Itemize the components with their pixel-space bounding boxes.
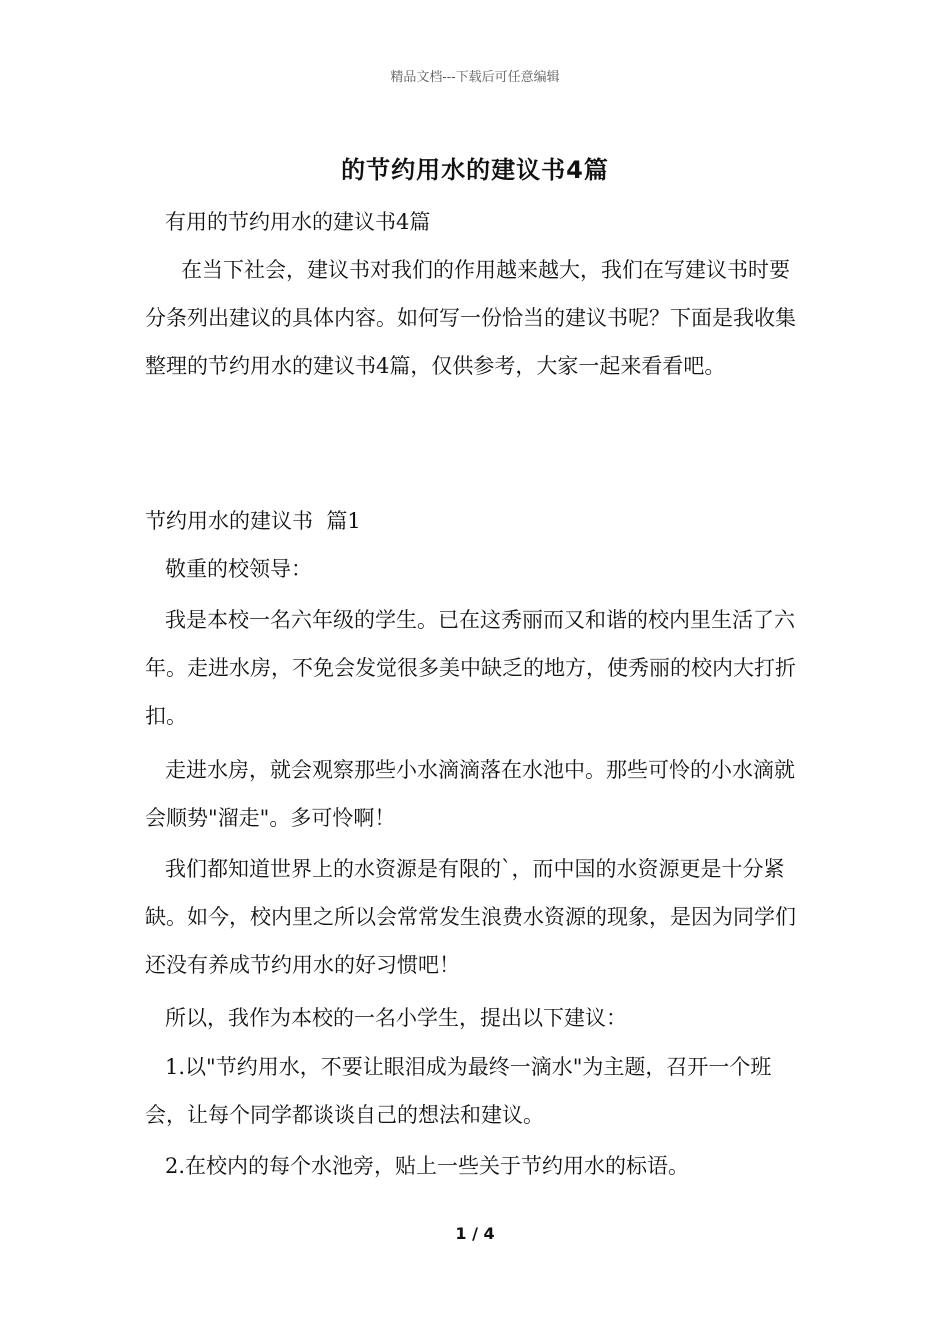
body-paragraph-4: 所以，我作为本校的一名小学生，提出以下建议： xyxy=(165,1006,627,1030)
body-paragraph-3: 我们都知道世界上的水资源是有限的`，而中国的水资源更是十分紧缺。如今，校内里之所以会常常发生浪费水资源的现象，是因为同学们还没有养成节约用水的好习惯吧！ xyxy=(145,857,796,977)
page-number: 1 / 4 xyxy=(455,1224,495,1243)
body-paragraph-2: 走进水房，就会观察那些小水滴滴落在水池中。那些可怜的小水滴就会顺势"溜走"。多可怜啊！ xyxy=(145,758,795,830)
intro-paragraph: 在当下社会，建议书对我们的作用越来越大，我们在写建议书时要分条列出建议的具体内容。如何写一份恰当的建议书呢？下面是我收集整理的节约用水的建议书4篇，仅供参考，大家一起来看看吧。 xyxy=(145,258,796,378)
letter-greeting: 敬重的校领导： xyxy=(165,557,312,581)
suggestion-item-1: 1.以"节约用水，不要让眼泪成为最终一滴水"为主题，召开一个班会，让每个同学都谈谈自己的想法和建议。 xyxy=(145,1055,772,1127)
document-title: 的节约用水的建议书4篇 xyxy=(341,156,609,184)
section-heading: 节约用水的建议书 篇1 xyxy=(145,509,361,533)
body-paragraph-1: 我是本校一名六年级的学生。已在这秀丽而又和谐的校内里生活了六年。走进水房，不免会发觉很多美中缺乏的地方，使秀丽的校内大打折扣。 xyxy=(145,608,796,728)
page-header-note: 精品文档---下载后可任意编辑 xyxy=(390,70,560,85)
document-subtitle: 有用的节约用水的建议书4篇 xyxy=(165,210,431,234)
suggestion-item-2: 2.在校内的每个水池旁，贴上一些关于节约用水的标语。 xyxy=(165,1154,690,1178)
